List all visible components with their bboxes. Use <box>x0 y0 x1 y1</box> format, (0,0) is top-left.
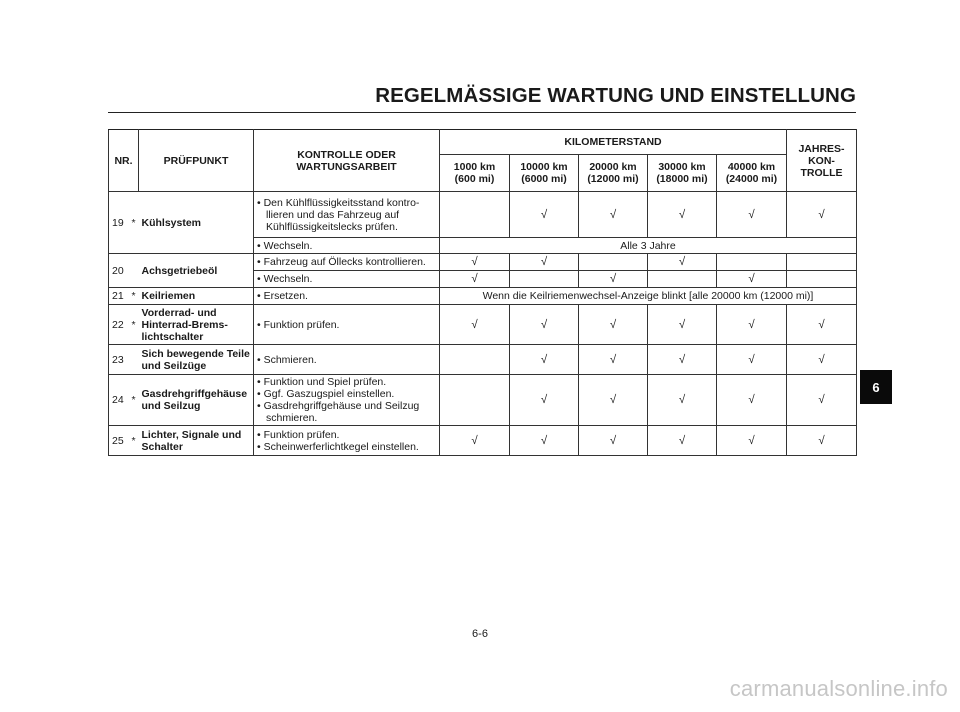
check-mark: √ <box>787 345 857 375</box>
page-number: 6-6 <box>472 628 488 640</box>
header-odo-col: 1000 km (600 mi) <box>440 155 510 192</box>
empty-cell <box>579 254 648 271</box>
check-mark: √ <box>440 426 510 456</box>
maintenance-action <box>254 426 440 456</box>
interval-note: Wenn die Keilriemenwechsel-Anzeige blinkt [alle 20000 km (12000 mi)] <box>440 288 857 305</box>
row-number: 22 <box>109 305 129 345</box>
check-mark: √ <box>787 192 857 238</box>
header-odo-col: 30000 km (18000 mi) <box>648 155 717 192</box>
chapter-tab[interactable]: 6 <box>860 370 892 404</box>
check-mark: √ <box>717 271 787 288</box>
check-mark: √ <box>648 345 717 375</box>
maintenance-action <box>254 271 440 288</box>
row-number: 23 <box>109 345 129 375</box>
row-number: 21 <box>109 288 129 305</box>
table-row <box>109 345 857 375</box>
check-mark: √ <box>648 375 717 426</box>
header-odo-col: 40000 km (24000 mi) <box>717 155 787 192</box>
maintenance-action <box>254 345 440 375</box>
check-mark: √ <box>510 305 579 345</box>
check-mark: √ <box>579 192 648 238</box>
check-mark: √ <box>440 305 510 345</box>
check-mark: √ <box>717 375 787 426</box>
action-line: • Funktion und Spiel prüfen. <box>257 376 436 388</box>
table-row <box>109 192 857 238</box>
empty-cell <box>440 375 510 426</box>
check-mark: √ <box>579 271 648 288</box>
check-mark: √ <box>648 192 717 238</box>
empty-cell <box>787 271 857 288</box>
action-line: • Wechseln. <box>257 240 436 252</box>
check-mark: √ <box>440 254 510 271</box>
action-line: • Ggf. Gaszugspiel einstellen. <box>257 388 436 400</box>
action-line: • Schmieren. <box>257 354 436 366</box>
dealer-star: * <box>129 305 139 345</box>
table-row <box>109 426 857 456</box>
action-line: • Wechseln. <box>257 273 436 285</box>
check-item: Achsgetriebeöl <box>139 254 254 288</box>
dealer-star: * <box>129 288 139 305</box>
dealer-star <box>129 254 139 288</box>
maintenance-action <box>254 288 440 305</box>
header-nr: NR. <box>109 130 139 192</box>
table-body <box>109 192 857 456</box>
header-odometer: KILOMETERSTAND <box>440 130 787 155</box>
check-item: Sich bewegende Teile und Seilzüge <box>139 345 254 375</box>
row-number: 20 <box>109 254 129 288</box>
check-mark: √ <box>510 426 579 456</box>
row-number: 24 <box>109 375 129 426</box>
empty-cell <box>787 254 857 271</box>
check-item: Lichter, Signale und Schalter <box>139 426 254 456</box>
maintenance-table <box>108 129 857 456</box>
interval-note: Alle 3 Jahre <box>440 238 857 254</box>
check-mark: √ <box>787 375 857 426</box>
maintenance-action <box>254 305 440 345</box>
check-item: Gasdrehgriffgehäuse und Seilzug <box>139 375 254 426</box>
dealer-star <box>129 345 139 375</box>
check-mark: √ <box>579 426 648 456</box>
dealer-star: * <box>129 192 139 254</box>
dealer-star: * <box>129 375 139 426</box>
empty-cell <box>648 271 717 288</box>
maintenance-action <box>254 254 440 271</box>
check-mark: √ <box>579 375 648 426</box>
check-mark: √ <box>510 254 579 271</box>
empty-cell <box>510 271 579 288</box>
table-row <box>109 254 857 271</box>
maintenance-action <box>254 375 440 426</box>
check-mark: √ <box>648 426 717 456</box>
check-mark: √ <box>717 305 787 345</box>
check-item: Keilriemen <box>139 288 254 305</box>
check-mark: √ <box>440 271 510 288</box>
header-action: KONTROLLE ODER WARTUNGSARBEIT <box>254 130 440 192</box>
header-annual: JAHRES- KON- TROLLE <box>787 130 857 192</box>
check-mark: √ <box>717 426 787 456</box>
check-mark: √ <box>648 305 717 345</box>
check-mark: √ <box>579 345 648 375</box>
check-mark: √ <box>648 254 717 271</box>
watermark: carmanualsonline.info <box>729 676 948 701</box>
maintenance-action <box>254 238 440 254</box>
empty-cell <box>440 192 510 238</box>
action-line: • Ersetzen. <box>257 290 436 302</box>
empty-cell <box>717 254 787 271</box>
action-line: • Gasdrehgriffgehäuse und Seilzug schmieren. <box>257 400 436 424</box>
action-line: • Funktion prüfen. <box>257 319 436 331</box>
check-mark: √ <box>717 192 787 238</box>
action-line: • Scheinwerferlichtkegel einstellen. <box>257 441 436 453</box>
page-title: REGELMÄSSIGE WARTUNG UND EINSTELLUNG <box>375 84 856 107</box>
header-odo-col: 10000 km (6000 mi) <box>510 155 579 192</box>
header-odo-col: 20000 km (12000 mi) <box>579 155 648 192</box>
check-mark: √ <box>510 345 579 375</box>
check-mark: √ <box>510 375 579 426</box>
action-line: • Fahrzeug auf Öllecks kontrollieren. <box>257 256 436 268</box>
header-item: PRÜFPUNKT <box>139 130 254 192</box>
check-mark: √ <box>579 305 648 345</box>
table-row <box>109 375 857 426</box>
check-mark: √ <box>510 192 579 238</box>
table-row <box>109 305 857 345</box>
row-number: 25 <box>109 426 129 456</box>
check-item: Vorderrad- und Hinterrad-Brems- lichtschalter <box>139 305 254 345</box>
check-mark: √ <box>717 345 787 375</box>
title-rule <box>108 112 856 113</box>
empty-cell <box>440 345 510 375</box>
table-row <box>109 288 857 305</box>
check-item: Kühlsystem <box>139 192 254 254</box>
check-mark: √ <box>787 426 857 456</box>
action-line: • Den Kühlflüssigkeitsstand kontro- llieren und das Fahrzeug auf Kühlflüssigkeitslecks prüfen. <box>257 197 436 233</box>
maintenance-action <box>254 192 440 238</box>
dealer-star: * <box>129 426 139 456</box>
check-mark: √ <box>787 305 857 345</box>
action-line: • Funktion prüfen. <box>257 429 436 441</box>
row-number: 19 <box>109 192 129 254</box>
